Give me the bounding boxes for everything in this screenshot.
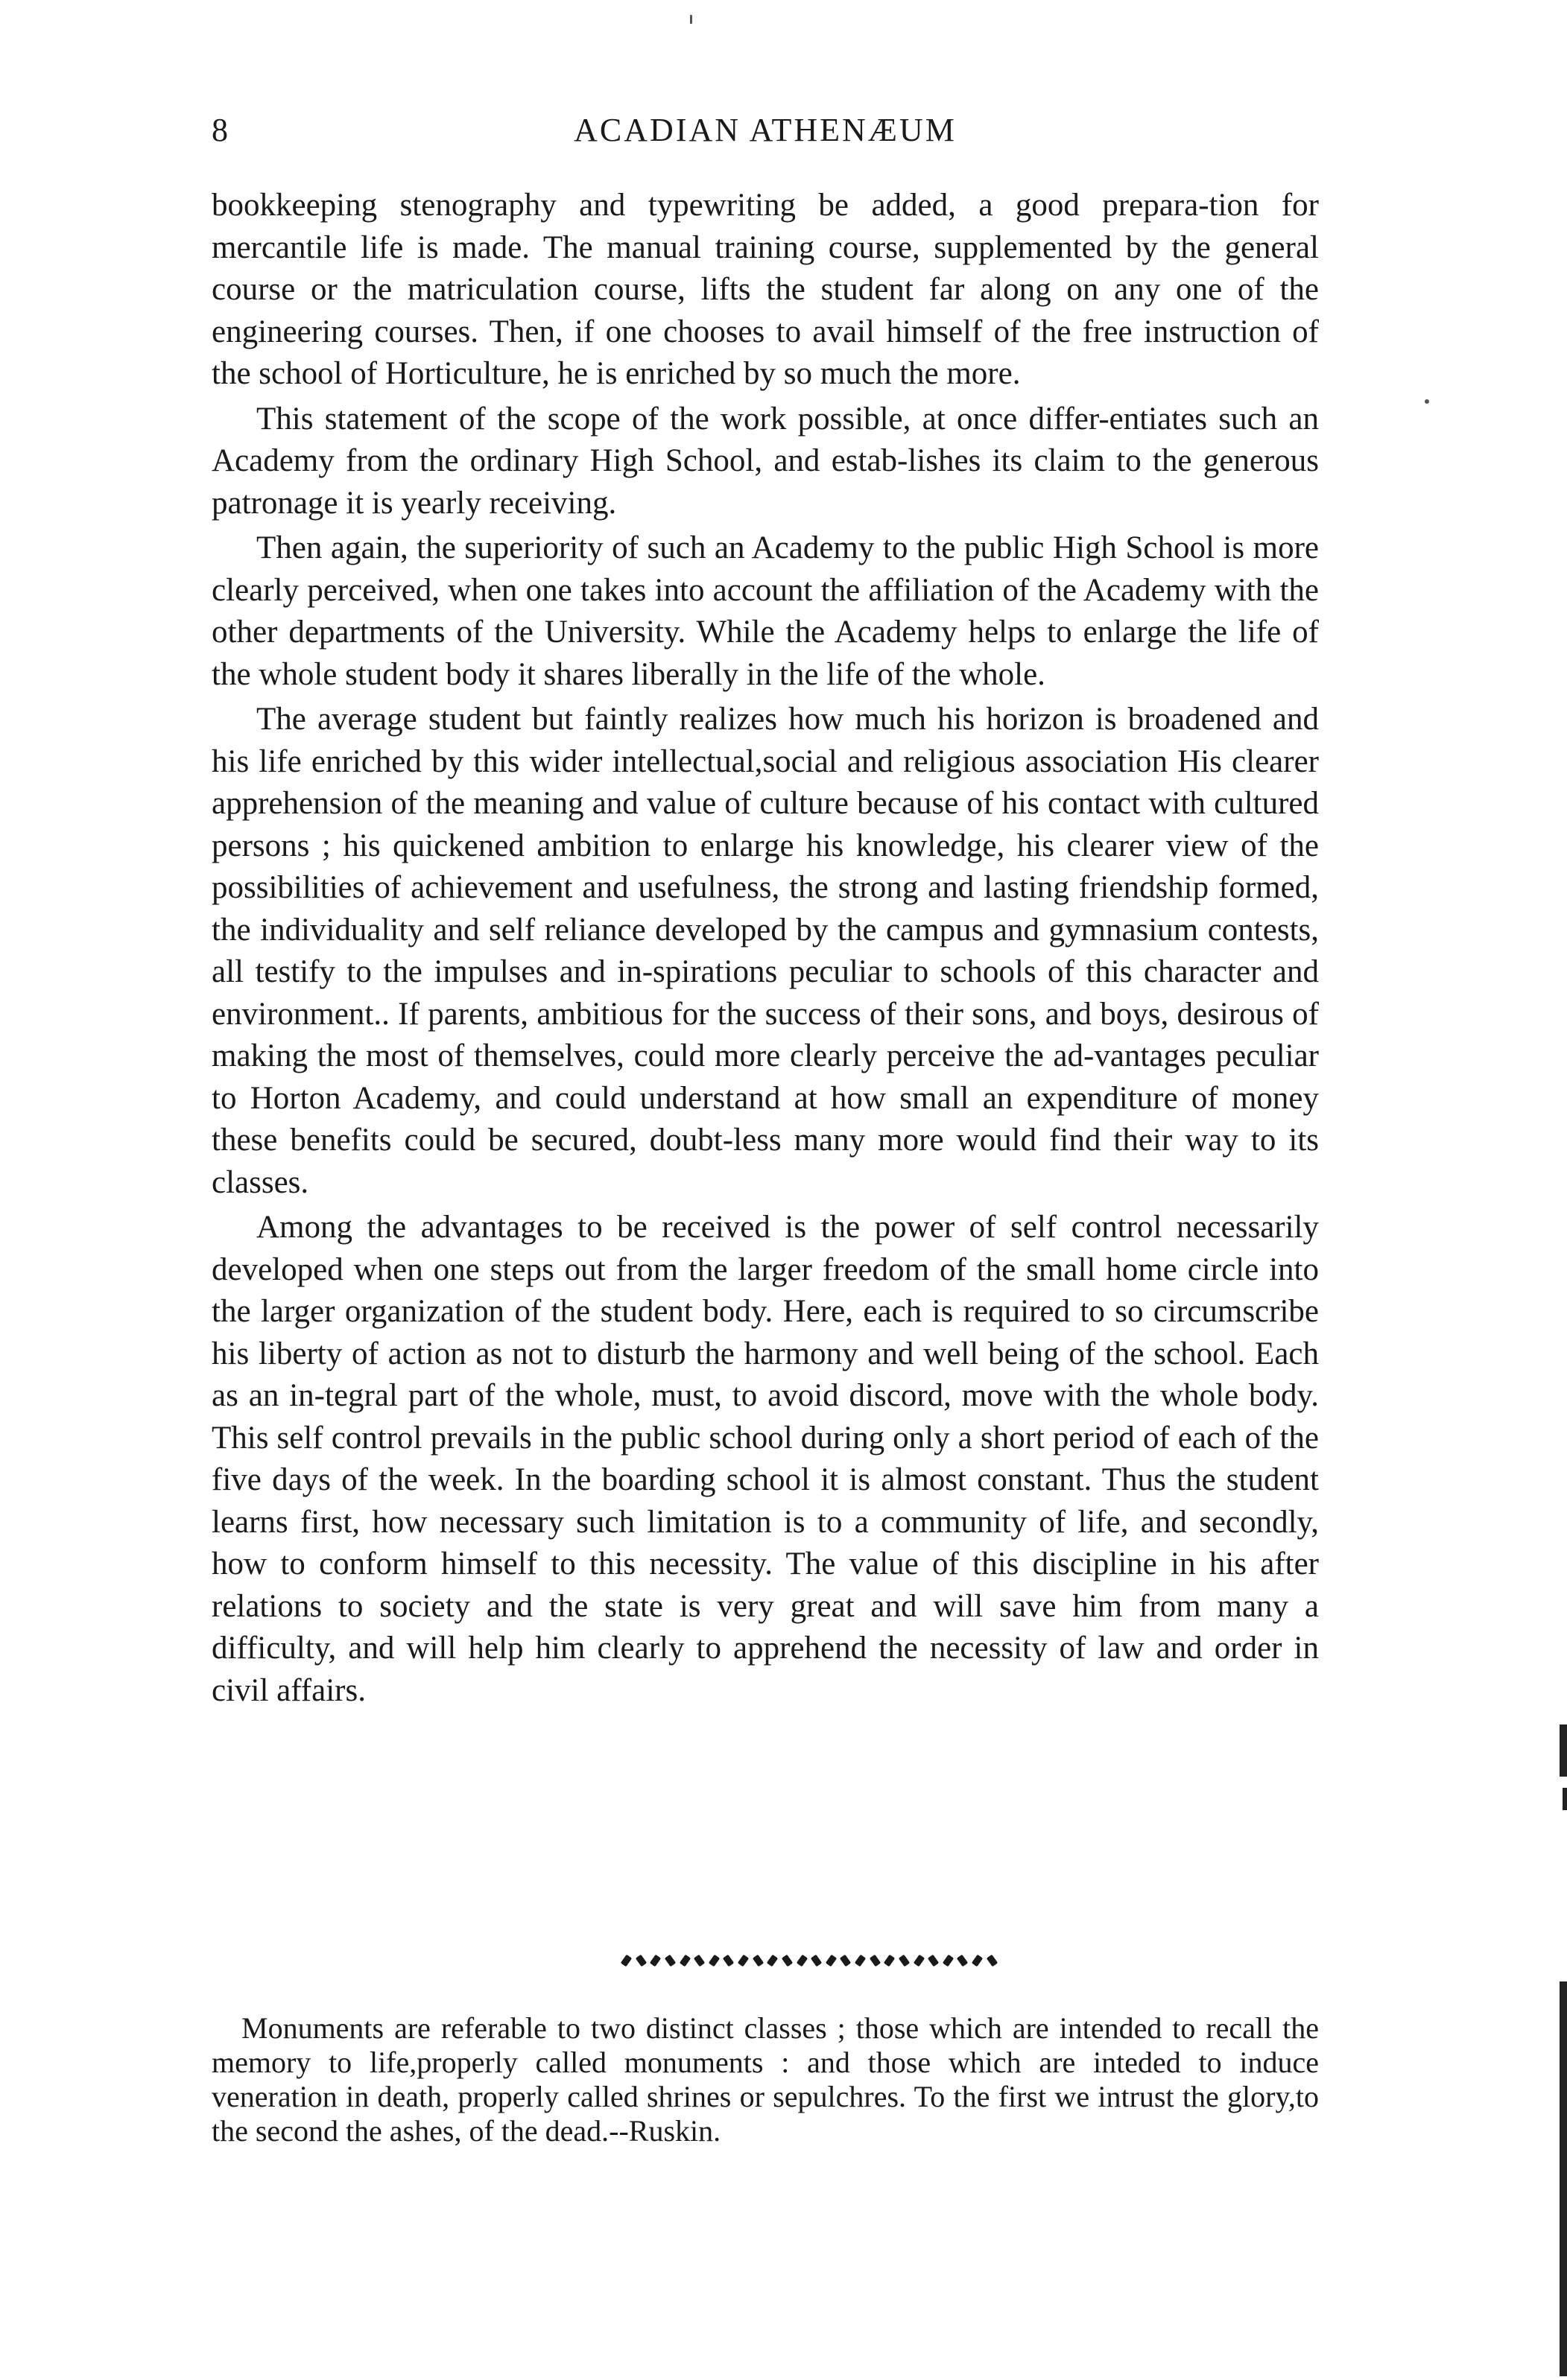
ornament-glyph xyxy=(928,1955,939,1967)
scan-speck xyxy=(690,15,692,24)
ornament-glyph xyxy=(913,1955,924,1967)
ornament-glyph xyxy=(767,1955,778,1967)
paragraph: Among the advantages to be received is the power of self control necessarily developed when one steps out from the larger freedom of the small home circle into the larger organization of the student body. Here, each is required to so circumscribe his liberty of action as not to disturb the harmony and well being of the school. Each as an in-tegral part of the whole, must, to avoid discord, move with the whole body. This self control prevails in the public school during only a short period of each of the five days of the week. In the boarding school it is almost constant. Thus the student learns first, how necessary such limitation is to a community of life, and secondly, how to conform himself to this necessity. The value of this discipline in his after relations to society and the state is very great and will save him from many a difficulty, and will help him clearly to apprehend the necessity of law and order in civil affairs. xyxy=(212,1210,1319,1708)
ornament-glyph xyxy=(723,1955,734,1967)
ornament-glyph xyxy=(811,1955,822,1967)
paragraph: This statement of the scope of the work possible, at once differ-entiates such an Academy from the ordinary High School, and estab-lishes its claim to the generous patronage it is yearly receiving. xyxy=(212,401,1319,521)
ruskin-quote xyxy=(212,2011,1319,2148)
ornament-glyph xyxy=(752,1955,763,1967)
running-title: ACADIAN ATHENÆUM xyxy=(574,112,957,148)
ornament-glyph xyxy=(943,1955,954,1967)
ornament-glyph xyxy=(796,1955,807,1967)
ornament-glyph xyxy=(621,1955,632,1967)
ornament-glyph xyxy=(972,1955,983,1967)
ornament-glyph xyxy=(826,1955,837,1967)
ornament-glyph xyxy=(840,1955,851,1967)
paragraph: Then again, the superiority of such an Academy to the public High School is more clearly perceived, when one takes into account the affiliation of the Academy with the other departments of the University. While the Academy helps to enlarge the life of the whole student body it shares liberally in the life of the whole. xyxy=(212,530,1319,692)
scan-edge-mark xyxy=(1560,1724,1567,1777)
ornament-glyph xyxy=(709,1955,720,1967)
ornament-glyph xyxy=(957,1955,968,1967)
section-ornament xyxy=(623,1952,995,1970)
ornament-glyph xyxy=(665,1955,676,1967)
ornament-glyph xyxy=(855,1955,866,1967)
ornament-glyph xyxy=(884,1955,895,1967)
article-body xyxy=(212,185,1319,1715)
ornament-glyph xyxy=(869,1955,880,1967)
ornament-glyph xyxy=(899,1955,910,1967)
scan-edge-mark xyxy=(1560,1981,1567,2376)
ornament-glyph xyxy=(986,1955,997,1967)
scan-edge-mark xyxy=(1563,1788,1567,1810)
ornament-glyph xyxy=(782,1955,793,1967)
scan-speck xyxy=(1425,399,1429,404)
ornament-glyph xyxy=(679,1955,690,1967)
paragraph: bookkeeping stenography and typewriting be added, a good prepara-tion for mercantile life is made. The manual training course, supplemented by the general course or the matriculation course, lifts the student far along on any one of the engineering courses. Then, if one chooses to avail himself of the free instruction of the school of Horticulture, he is enriched by so much the more. xyxy=(212,188,1319,391)
quote-text: Monuments are referable to two distinct classes ; those which are intended to recall the memory to life,properly called monuments : and those which are inteded to induce veneration in death, properly called shrines or sepulchres. To the first we intrust the glory,to the second the ashes, of the dead.--Ruskin. xyxy=(212,2011,1319,2148)
paragraph: The average student but faintly realizes how much his horizon is broadened and his life enriched by this wider intellectual,social and religious association His clearer apprehension of the meaning and value of culture because of his contact with cultured persons ; his quickened ambition to enlarge his knowledge, his clearer view of the possibilities of achievement and usefulness, the strong and lasting friendship formed, the individuality and self reliance developed by the campus and gymnasium contests, all testify to the impulses and in-spirations peculiar to schools of this character and environment.. If parents, ambitious for the success of their sons, and boys, desirous of making the most of themselves, could more clearly perceive the ad-vantages peculiar to Horton Academy, and could understand at how small an expenditure of money these benefits could be secured, doubt-less many more would find their way to its classes. xyxy=(212,702,1319,1200)
ornament-glyph xyxy=(694,1955,705,1967)
ornament-glyph xyxy=(738,1955,749,1967)
ornament-glyph xyxy=(635,1955,646,1967)
page-number: 8 xyxy=(212,112,228,148)
ornament-glyph xyxy=(650,1955,661,1967)
page-header xyxy=(212,108,1319,160)
